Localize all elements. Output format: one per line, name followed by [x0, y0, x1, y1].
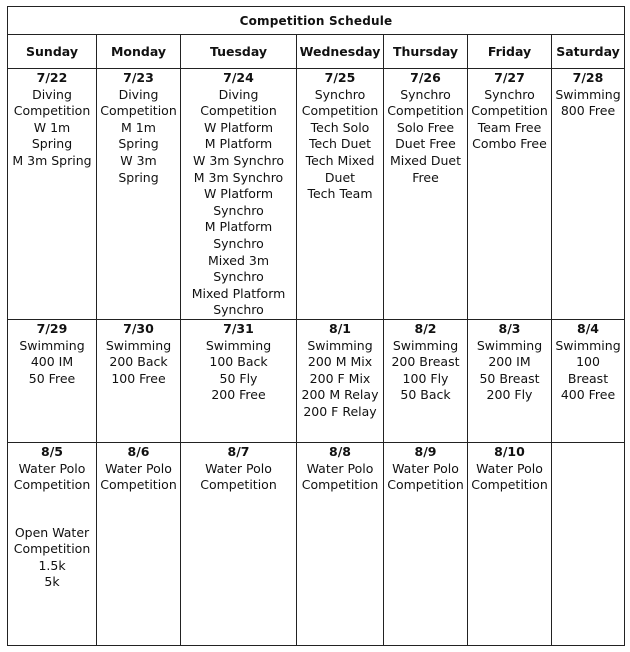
cell-date: 7/24: [223, 70, 254, 85]
day-cell: [552, 69, 625, 320]
event-line: Synchro: [213, 202, 264, 218]
event-line: M 3m Spring: [12, 152, 92, 168]
day-cell: [384, 69, 468, 320]
event-line: 200 Free: [211, 387, 266, 403]
event-line: Mixed Platform: [191, 285, 286, 301]
cell-date: 7/31: [223, 320, 254, 336]
event-line: Swimming: [105, 337, 172, 353]
event-line: Swimming: [555, 86, 621, 102]
event-line: 100 Free: [111, 370, 166, 386]
cell-date: 8/10: [494, 443, 525, 459]
event-line: 100 Fly: [402, 370, 449, 386]
day-header-monday: Monday: [97, 35, 181, 69]
event-line: Competition: [100, 103, 177, 119]
schedule-sheet: [7, 6, 624, 647]
event-line: Swimming: [392, 337, 459, 353]
event-line: M 3m Synchro: [193, 169, 284, 185]
cell-date: 7/27: [494, 70, 525, 85]
cell-date: 8/3: [498, 320, 521, 336]
day-header-sunday: Sunday: [8, 35, 97, 69]
event-line: W 3m: [120, 152, 157, 168]
cell-date: 8/7: [227, 443, 250, 459]
event-line: Synchro: [314, 86, 366, 102]
event-line: Water Polo: [18, 460, 86, 476]
cell-date: 7/25: [324, 70, 356, 85]
event-line: Synchro: [213, 235, 264, 251]
event-line: Mixed 3m: [208, 252, 269, 268]
event-line: Competition: [200, 477, 277, 493]
event-line: Competition: [471, 103, 548, 119]
event-line: Team Free: [477, 119, 542, 135]
event-line: W 3m Synchro: [193, 152, 284, 168]
event-line: Tech Team: [307, 186, 373, 202]
cell-date: 8/9: [414, 443, 437, 459]
day-cell: [384, 319, 468, 442]
event-line: Synchro: [484, 86, 535, 102]
event-line: W Platform: [203, 119, 274, 135]
day-cell: [468, 319, 552, 442]
cell-date: 8/8: [329, 443, 351, 459]
day-cell: [384, 442, 468, 645]
week-row: [8, 319, 625, 442]
cell-date: 7/22: [36, 70, 68, 85]
day-cell: [97, 319, 181, 442]
day-cell: [8, 319, 97, 442]
event-line: Swimming: [555, 337, 621, 353]
event-line: 800 Free: [560, 103, 616, 119]
cell-date: 7/30: [123, 320, 154, 336]
schedule-table: [7, 6, 625, 646]
event-line: 100 Back: [209, 354, 268, 370]
day-header-wednesday: Wednesday: [297, 35, 384, 69]
day-cell: [468, 69, 552, 320]
event-line: Water Polo: [476, 460, 543, 476]
cell-date: 7/28: [572, 70, 604, 85]
event-line: 200 M Relay: [301, 387, 379, 403]
event-line: 200 Back: [109, 354, 168, 370]
event-line: Swimming: [307, 337, 373, 353]
day-cell: [552, 442, 625, 645]
event-line: Spring: [118, 136, 159, 152]
day-cell: [552, 319, 625, 442]
event-line: Mixed Duet: [389, 152, 461, 168]
event-line: Spring: [118, 169, 159, 185]
event-line: M 1m: [121, 119, 156, 135]
event-line: Water Polo: [205, 460, 272, 476]
cell-date: 8/1: [329, 320, 351, 336]
event-line: Synchro: [213, 302, 264, 318]
day-header-friday: Friday: [468, 35, 552, 69]
day-cell: [468, 442, 552, 645]
event-line: Swimming: [19, 337, 85, 353]
event-line: 200 Fly: [486, 387, 533, 403]
event-line: Tech Solo: [310, 119, 370, 135]
event-line: 400 IM: [30, 354, 74, 370]
day-cell: [297, 442, 384, 645]
event-line: Water Polo: [105, 460, 172, 476]
cell-date: 8/6: [127, 443, 150, 459]
day-cell: [97, 69, 181, 320]
event-line: Swimming: [205, 337, 272, 353]
event-line: W 1m: [33, 119, 71, 135]
event-line: Competition: [13, 541, 91, 557]
event-line: M Platform: [204, 136, 273, 152]
day-cell: [181, 442, 297, 645]
event-line: 200 Breast: [391, 354, 460, 370]
event-line: Swimming: [476, 337, 543, 353]
event-line: Synchro: [400, 86, 451, 102]
event-line: Diving: [32, 86, 72, 102]
event-line: W Platform: [203, 186, 274, 202]
event-line: Tech Mixed: [305, 152, 375, 168]
event-line: 200 M Mix: [307, 354, 373, 370]
event-line: Tech Duet: [308, 136, 372, 152]
day-header-row: [8, 35, 625, 69]
cell-date: 7/29: [36, 320, 68, 336]
event-line: Spring: [31, 136, 73, 152]
day-header-saturday: Saturday: [552, 35, 625, 69]
event-line: Competition: [13, 103, 91, 119]
schedule-title: Competition Schedule: [8, 7, 625, 35]
day-cell: [181, 319, 297, 442]
event-line: 50 Back: [400, 387, 451, 403]
day-header-thursday: Thursday: [384, 35, 468, 69]
day-cell: [297, 69, 384, 320]
event-line: Water Polo: [392, 460, 459, 476]
cell-date: 8/2: [414, 320, 437, 336]
event-line: 100: [576, 354, 600, 370]
event-line: Water Polo: [306, 460, 374, 476]
cell-date: 8/5: [41, 443, 63, 459]
event-line: Competition: [100, 477, 177, 493]
day-cell: [97, 442, 181, 645]
day-cell: [181, 69, 297, 320]
event-line: Competition: [200, 103, 277, 119]
event-line: 200 F Mix: [309, 370, 371, 386]
event-line: 50 Fly: [219, 370, 258, 386]
event-line: Competition: [301, 103, 379, 119]
event-line: Open Water: [14, 524, 90, 540]
event-line: 200 F Relay: [303, 403, 377, 419]
event-line: Breast: [567, 370, 609, 386]
event-gap: [8, 494, 96, 525]
event-line: 1.5k: [38, 557, 66, 573]
event-line: Duet: [324, 169, 356, 185]
event-line: 50 Free: [28, 370, 76, 386]
week-row: [8, 69, 625, 320]
schedule-body: [8, 69, 625, 646]
day-cell: [8, 69, 97, 320]
day-cell: [8, 442, 97, 645]
event-line: Competition: [387, 477, 464, 493]
cell-date: 8/4: [577, 320, 599, 336]
event-line: 400 Free: [560, 387, 616, 403]
event-line: Competition: [471, 477, 548, 493]
event-line: 50 Breast: [479, 370, 540, 386]
event-line: Competition: [301, 477, 379, 493]
week-row: [8, 442, 625, 645]
day-header-tuesday: Tuesday: [181, 35, 297, 69]
event-line: Diving: [118, 86, 159, 102]
event-line: Competition: [13, 477, 91, 493]
cell-date: 7/26: [410, 70, 441, 85]
event-line: Diving: [218, 86, 259, 102]
event-line: M Platform: [204, 219, 273, 235]
event-line: Solo Free: [396, 119, 455, 135]
day-cell: [297, 319, 384, 442]
event-line: Duet Free: [395, 136, 456, 152]
cell-date: 7/23: [123, 70, 154, 85]
event-line: 200 IM: [488, 354, 531, 370]
event-line: Free: [412, 169, 439, 185]
event-line: Synchro: [213, 269, 264, 285]
event-line: Combo Free: [472, 136, 547, 152]
event-line: 5k: [44, 574, 60, 590]
event-line: Competition: [387, 103, 464, 119]
